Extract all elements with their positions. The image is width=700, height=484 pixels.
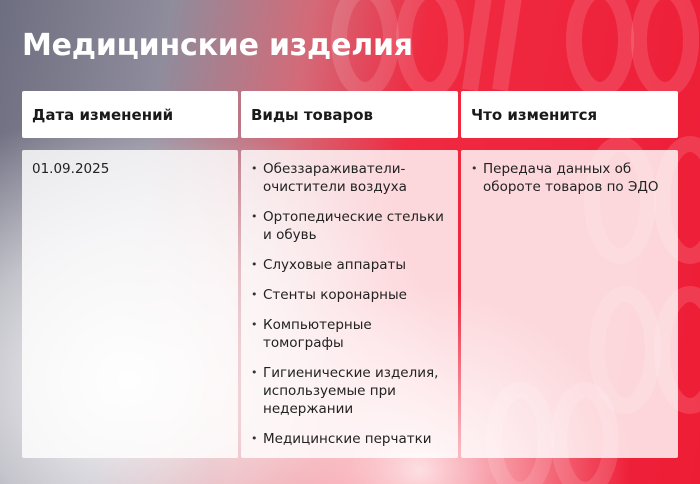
header-product-types: Виды товаров	[241, 91, 458, 138]
list-item: • Обеззараживатели-очистители воздуха	[251, 160, 448, 196]
list-item: • Ортопедические стельки и обувь	[251, 208, 448, 244]
change-date: 01.09.2025	[32, 161, 110, 177]
list-item: • Медицинские перчатки	[251, 430, 448, 448]
header-date: Дата изменений	[22, 91, 238, 138]
list-item: • Слуховые аппараты	[251, 256, 448, 274]
list-item: • Передача данных об обороте товаров по ЭДО	[471, 160, 668, 196]
list-item: • Компьютерные томографы	[251, 316, 448, 352]
list-item: • Стенты коронарные	[251, 286, 448, 304]
product-types-list	[251, 160, 448, 448]
page-title: Медицинские изделия	[22, 28, 413, 63]
changes-list	[471, 160, 668, 196]
list-item: • Гигиенические изделия, используемые при недержании	[251, 364, 448, 418]
date-cell	[22, 150, 238, 458]
changes-cell	[461, 150, 678, 458]
product-types-cell	[241, 150, 458, 458]
header-changes: Что изменится	[461, 91, 678, 138]
